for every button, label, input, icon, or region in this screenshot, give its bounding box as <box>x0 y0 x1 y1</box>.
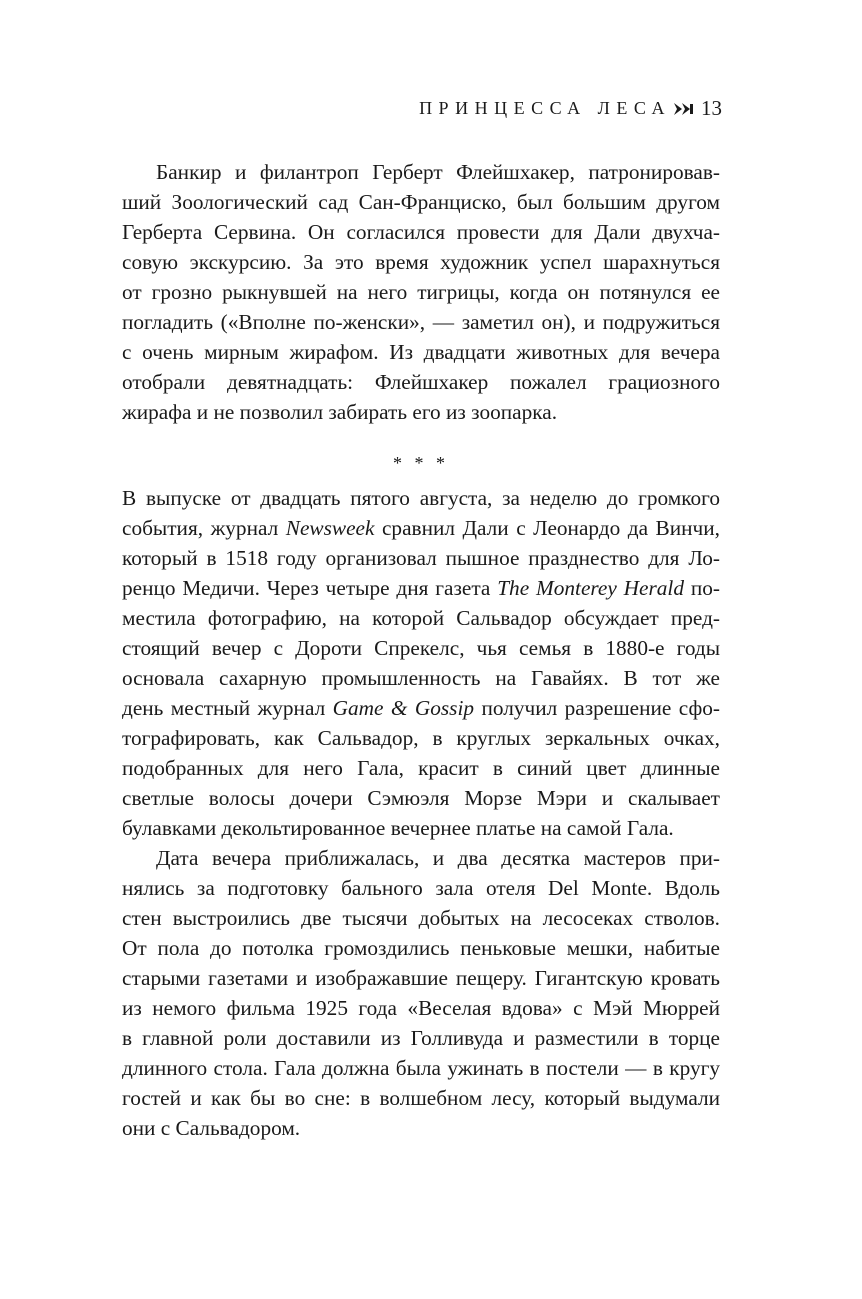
italic-title: Game & Gossip <box>332 696 475 720</box>
text-line: гостей и как бы во сне: в волшебном лесу, который выдумали <box>122 1086 720 1110</box>
text-line: стоящий вечер с Дороти Спрекелс, чья семья в 1880-е годы <box>122 636 720 660</box>
text-line: Герберта Сервина. Он согласился провести для Дали двухча- <box>122 220 720 244</box>
text-line: день местный журнал Game & Gossip получил разрешение сфо- <box>122 696 720 720</box>
text-line: в главной роли доставили из Голливуда и разместили в торце <box>122 1026 720 1050</box>
text-line: жирафа и не позволил забирать его из зоопарка. <box>122 400 558 424</box>
text-line: отобрали девятнадцать: Флейшхакер пожалел грациозного <box>122 370 720 394</box>
text-line: Дата вечера приближалась, и два десятка мастеров при- <box>156 846 720 870</box>
text-line: совую экскурсию. За это время художник успел шарахнуться <box>122 250 720 274</box>
text-line: погладить («Вполне по-женски», — заметил он), и подружиться <box>122 310 720 334</box>
text-line: основала сахарную промышленность на Гавайях. В тот же <box>122 666 720 690</box>
text-line: старыми газетами и изображавшие пещеру. Гигантскую кровать <box>122 966 720 990</box>
text-line: светлые волосы дочери Сэмюэля Морзе Мэри и скалывает <box>122 786 720 810</box>
italic-title: The Monterey Herald <box>497 576 684 600</box>
text-line: Банкир и филантроп Герберт Флейшхакер, патронировав- <box>156 160 720 184</box>
text-line: длинного стола. Гала должна была ужинать в постели — в кругу <box>122 1056 720 1080</box>
text-line: нялись за подготовку бального зала отеля Del Monte. Вдоль <box>122 876 720 900</box>
text-line: который в 1518 году организовал пышное празднество для Ло- <box>122 546 720 570</box>
double-chevron-ornament-icon <box>673 101 695 117</box>
text-line: ренцо Медичи. Через четыре дня газета The Monterey Herald по- <box>122 576 720 600</box>
text-line: От пола до потолка громоздились пеньковые мешки, набитые <box>122 936 720 960</box>
text-line: булавками декольтированное вечернее платье на самой Гала. <box>122 816 674 840</box>
text-line: местила фотографию, на которой Сальвадор обсуждает пред- <box>122 606 720 630</box>
text-line: тографировать, как Сальвадор, в круглых зеркальных очках, <box>122 726 720 750</box>
text-line: от грозно рыкнувшей на него тигрицы, когда он потянулся ее <box>122 280 720 304</box>
text-line: они с Сальвадором. <box>122 1116 301 1140</box>
running-head <box>419 96 722 121</box>
paragraph-ballroom <box>122 843 720 1143</box>
text-line: подобранных для него Гала, красит в синий цвет длинные <box>122 756 720 780</box>
page-body <box>122 157 720 1143</box>
italic-title: Newsweek <box>285 516 375 540</box>
text-line: события, журнал Newsweek сравнил Дали с Леонардо да Винчи, <box>122 516 720 540</box>
text-line: с очень мирным жирафом. Из двадцати животных для вечера <box>122 340 720 364</box>
running-title: ПРИНЦЕССА ЛЕСА <box>419 98 671 118</box>
text-line: ший Зоологический сад Сан-Франциско, был большим другом <box>122 190 720 214</box>
text-line: из немого фильма 1925 года «Веселая вдова» с Мэй Мюррей <box>122 996 720 1020</box>
text-line: В выпуске от двадцать пятого августа, за неделю до громкого <box>122 486 720 510</box>
section-separator: * * * <box>393 453 449 473</box>
paragraph-press <box>122 483 720 843</box>
text-line: стен выстроились две тысячи добытых на лесосеках стволов. <box>122 906 720 930</box>
page-number: 13 <box>701 96 722 120</box>
paragraph-zoo <box>122 157 720 427</box>
